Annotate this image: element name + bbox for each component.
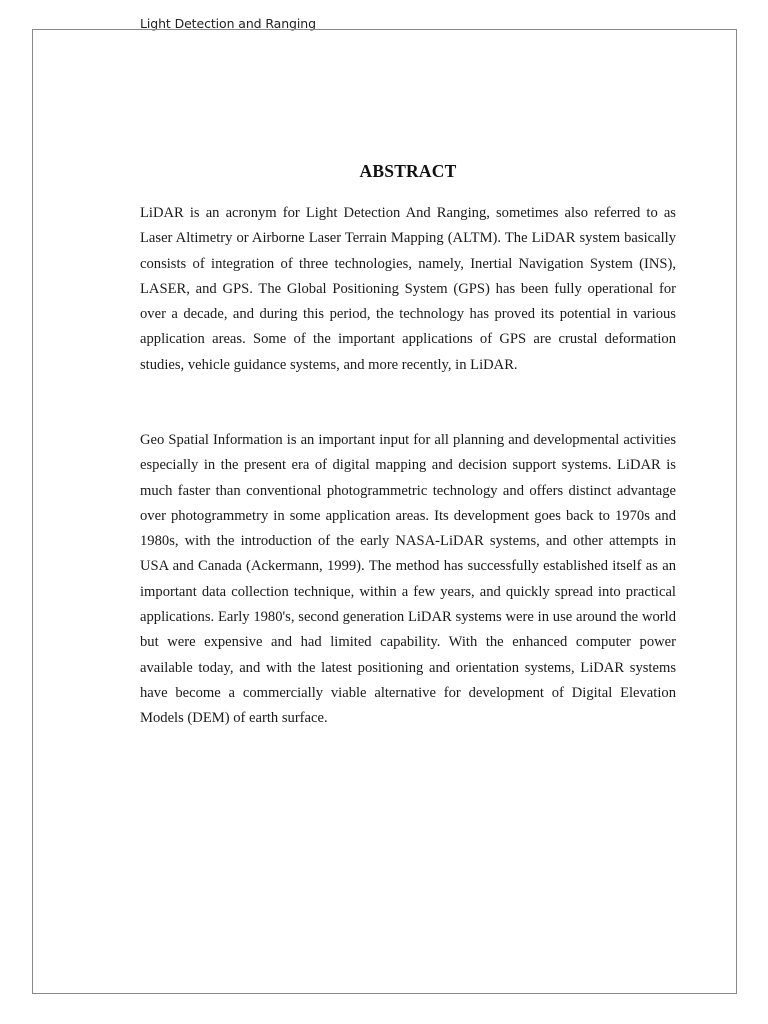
running-header: Light Detection and Ranging	[140, 16, 316, 31]
abstract-heading: ABSTRACT	[359, 161, 457, 181]
abstract-paragraph-1: LiDAR is an acronym for Light Detection And Ranging, sometimes also referred to as Laser Altimetry or Airborne Laser Terrain Mapping (ALTM). The LiDAR system basically consists of integration of three technologies, namely, Inertial Navigation System (INS), LASER, and GPS. The Global Positioning System (GPS) has been fully operational for over a decade, and during this period, the technology has proved its potential in various application areas. Some of the important applications of GPS are crustal deformation studies, vehicle guidance systems, and more recently, in LiDAR.	[140, 205, 676, 373]
abstract-paragraph-2: Geo Spatial Information is an important input for all planning and developmental activities especially in the present era of digital mapping and decision support systems. LiDAR is much faster than conventional photogrammetric technology and offers distinct advantage over photogrammetry in some application areas. Its development goes back to 1970s and 1980s, with the introduction of the early NASA-LiDAR systems, and other attempts in USA and Canada (Ackermann, 1999). The method has successfully established itself as an important data collection technique, within a few years, and quickly spread into practical applications. Early 1980's, second generation LiDAR systems were in use around the world but were expensive and had limited capability. With the enhanced computer power available today, and with the latest positioning and orientation systems, LiDAR systems have become a commercially viable alternative for development of Digital Elevation Models (DEM) of earth surface.	[140, 432, 676, 727]
